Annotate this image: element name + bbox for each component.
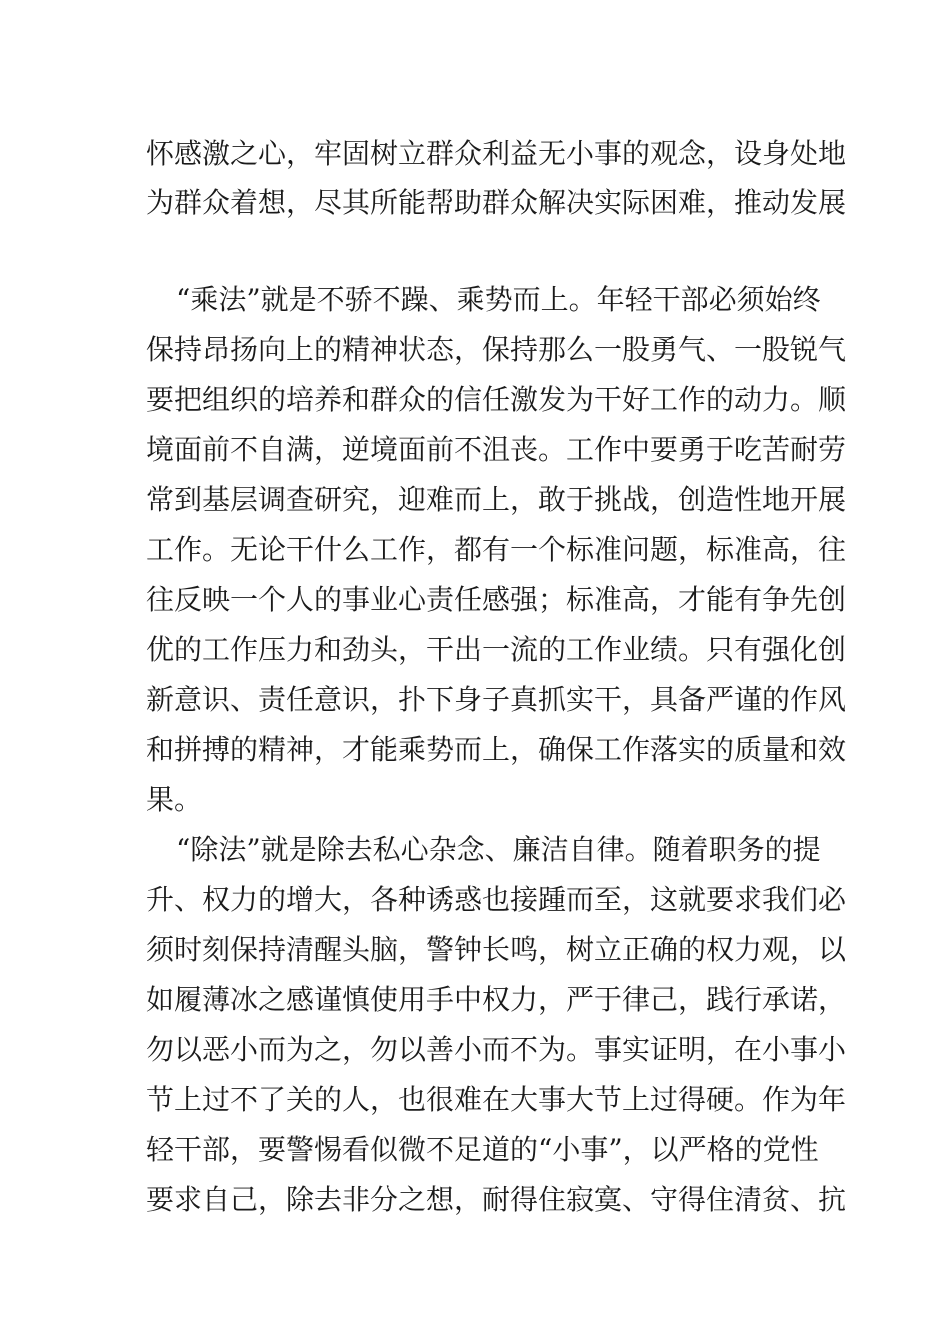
- text-line: 勿以恶小而为之，勿以善小而不为。事实证明，在小事小: [146, 1033, 847, 1066]
- text-line: 要求自己，除去非分之想，耐得住寂寞、守得住清贫、抗: [146, 1183, 847, 1216]
- text-line: 往反映一个人的事业心责任感强；标准高，才能有争先创: [146, 583, 847, 616]
- text-line: 节上过不了关的人，也很难在大事大节上过得硬。作为年: [146, 1083, 847, 1116]
- text-line: 为群众着想，尽其所能帮助群众解决实际困难，推动发展: [146, 186, 847, 219]
- text-line: 常到基层调查研究，迎难而上，敢于挑战，创造性地开展: [146, 483, 847, 516]
- text-line: 要把组织的培养和群众的信任激发为干好工作的动力。顺: [146, 383, 847, 416]
- text-line: 怀感激之心，牢固树立群众利益无小事的观念，设身处地: [146, 137, 847, 170]
- text-line: 如履薄冰之感谨慎使用手中权力，严于律己，践行承诺，: [146, 983, 847, 1016]
- text-line: “乘法”就是不骄不躁、乘势而上。年轻干部必须始终: [176, 283, 821, 316]
- text-line: 和拼搏的精神，才能乘势而上，确保工作落实的质量和效: [146, 733, 847, 766]
- text-line: 升、权力的增大，各种诱惑也接踵而至，这就要求我们必: [146, 883, 847, 916]
- text-line: 轻干部，要警惕看似微不足道的“小事”，以严格的党性: [146, 1133, 819, 1166]
- text-line: 保持昂扬向上的精神状态，保持那么一股勇气、一股锐气: [146, 333, 847, 366]
- text-line: 境面前不自满，逆境面前不沮丧。工作中要勇于吃苦耐劳: [146, 433, 847, 466]
- text-line: 须时刻保持清醒头脑，警钟长鸣，树立正确的权力观，以: [146, 933, 847, 966]
- text-line: 优的工作压力和劲头，干出一流的工作业绩。只有强化创: [146, 633, 847, 666]
- text-line: 新意识、责任意识，扑下身子真抓实干，具备严谨的作风: [146, 683, 847, 716]
- text-line: 果。: [146, 783, 203, 816]
- text-line: 工作。无论干什么工作，都有一个标准问题，标准高，往: [146, 533, 847, 566]
- text-line: “除法”就是除去私心杂念、廉洁自律。随着职务的提: [176, 833, 821, 866]
